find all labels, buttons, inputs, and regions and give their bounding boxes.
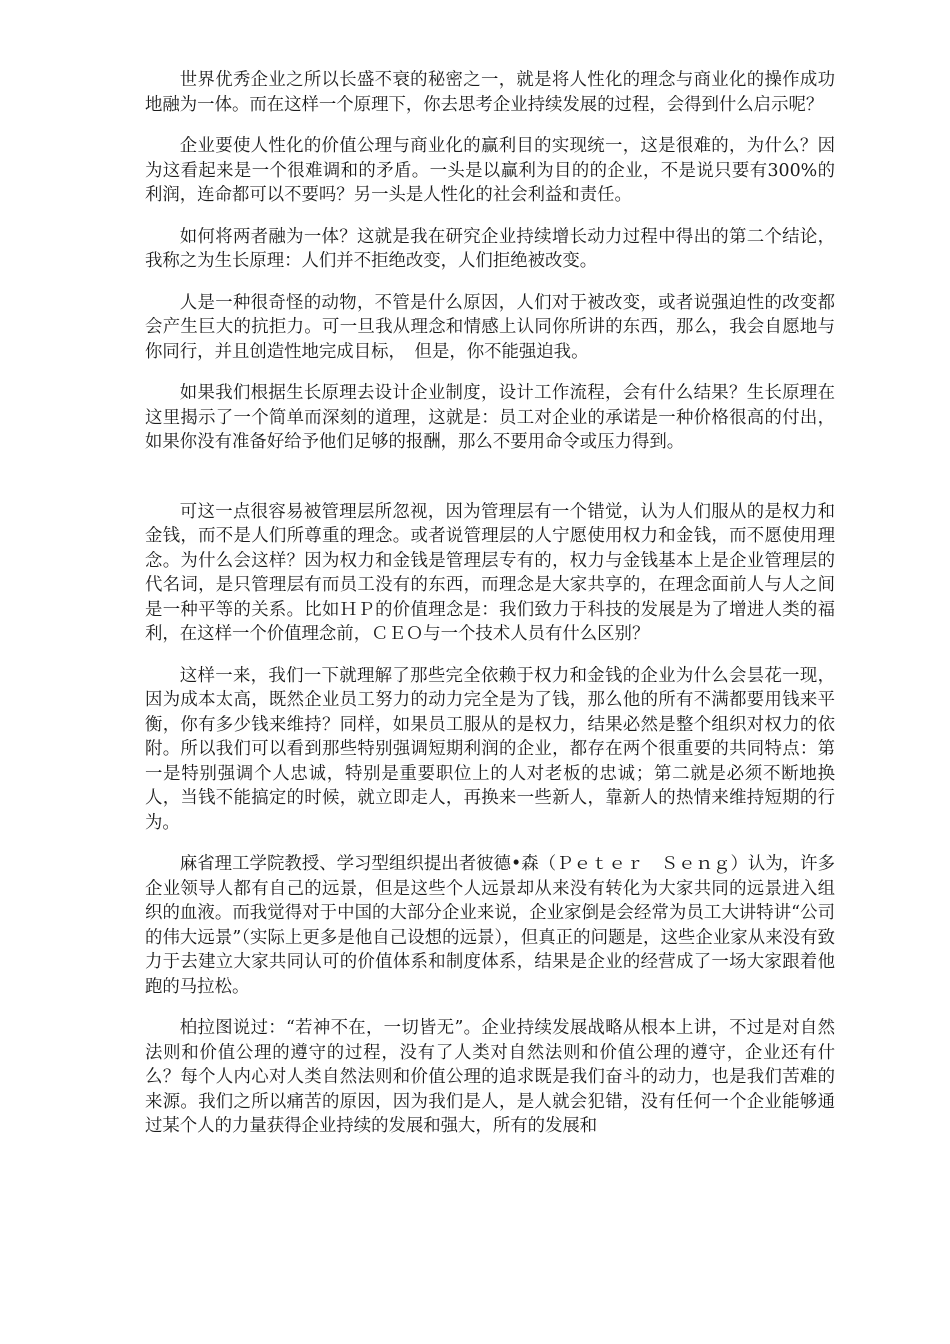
paragraph-4: 人是一种很奇怪的动物，不管是什么原因，人们对于被改变，或者说强迫性的改变都会产生巨大的抗拒力。可一旦我从理念和情感上认同你所讲的东西，那么，我会自愿地与你同行，并且创造性地完成目标， 但是，你不能强迫我。 — [145, 292, 835, 362]
paragraph-8: 麻省理工学院教授、学习型组织提出者彼德•森（Ｐｅｔｅｒ Ｓｅｎｇ）认为，许多企业领导人都有自己的远景，但是这些个人远景却从来没有转化为大家共同的远景进入组织的血液。而我觉得对于中国的大部分企业来说，企业家倒是会经常为员工大讲特讲“公司的伟大远景”（实际上更多是他自己设想的远景），但真正的问题是，这些企业家从来没有致力于去建立大家共同认可的价值体系和制度体系，结果是企业的经营成了一场大家跟着他跑的马拉松。 — [145, 854, 835, 997]
paragraph-7: 这样一来，我们一下就理解了那些完全依赖于权力和金钱的企业为什么会昙花一现，因为成本太高，既然企业员工努力的动力完全是为了钱，那么他的所有不满都要用钱来平衡，你有多少钱来维持？同样，如果员工服从的是权力，结果必然是整个组织对权力的依附。所以我们可以看到那些特别强调短期利润的企业，都存在两个很重要的共同特点：第一是特别强调个人忠诚，特别是重要职位上的人对老板的忠诚；第二就是必须不断地换人，当钱不能搞定的时候，就立即走人，再换来一些新人，靠新人的热情来维持短期的行为。 — [145, 665, 835, 833]
paragraph-6: 可这一点很容易被管理层所忽视，因为管理层有一个错觉，认为人们服从的是权力和金钱，而不是人们所尊重的理念。或者说管理层的人宁愿使用权力和金钱，而不愿使用理念。为什么会这样？因为权力和金钱是管理层专有的，权力与金钱基本上是企业管理层的代名词，是只管理层有而员工没有的东西，而理念是大家共享的，在理念面前人与人之间是一种平等的关系。比如ＨＰ的价值理念是：我们致力于科技的发展是为了增进人类的福利，在这样一个价值理念前，ＣＥＯ与一个技术人员有什么区别？ — [145, 501, 835, 644]
paragraph-3: 如何将两者融为一体？这就是我在研究企业持续增长动力过程中得出的第二个结论，我称之为生长原理：人们并不拒绝改变，人们拒绝被改变。 — [145, 226, 835, 271]
paragraph-2: 企业要使人性化的价值公理与商业化的赢利目的实现统一，这是很难的，为什么？因为这看起来是一个很难调和的矛盾。一头是以赢利为目的的企业，不是说只要有300%的利润，连命都可以不要吗？另一头是人性化的社会利益和责任。 — [145, 136, 835, 205]
paragraph-1: 世界优秀企业之所以长盛不衰的秘密之一，就是将人性化的理念与商业化的操作成功地融为一体。而在这样一个原理下，你去思考企业持续发展的过程，会得到什么启示呢？ — [145, 70, 835, 115]
paragraph-5: 如果我们根据生长原理去设计企业制度，设计工作流程，会有什么结果？生长原理在这里揭示了一个简单而深刻的道理，这就是：员工对企业的承诺是一种价格很高的付出，如果你没有准备好给予他们足够的报酬，那么不要用命令或压力得到。 — [145, 383, 835, 452]
paragraph-9: 柏拉图说过：“若神不在，一切皆无”。企业持续发展战略从根本上讲，不过是对自然法则和价值公理的遵守的过程，没有了人类对自然法则和价值公理的遵守，企业还有什么？每个人内心对人类自然法则和价值公理的追求既是我们奋斗的动力，也是我们苦难的来源。我们之所以痛苦的原因，因为我们是人，是人就会犯错，没有任何一个企业能够通过某个人的力量获得企业持续的发展和强大，所有的发展和 — [145, 1018, 835, 1136]
document-page — [145, 68, 835, 1156]
